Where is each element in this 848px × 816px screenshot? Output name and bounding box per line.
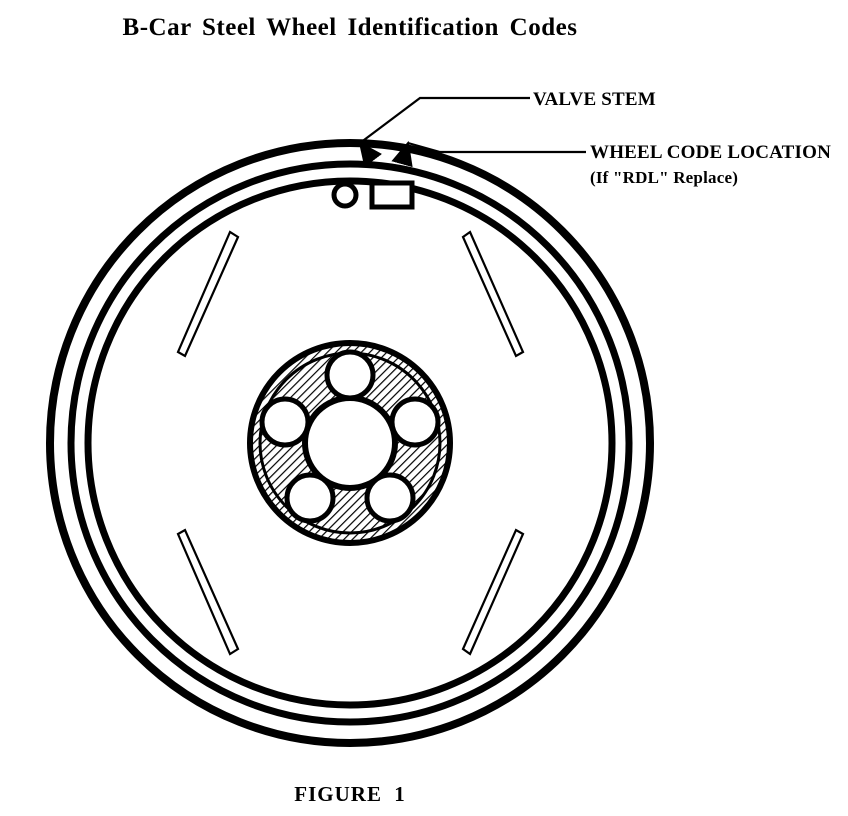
- figure-caption: FIGURE 1: [294, 782, 406, 806]
- lug-hole: [262, 399, 308, 445]
- lug-hole: [392, 399, 438, 445]
- wheel-code-leader: [408, 143, 586, 152]
- page-title: B-Car Steel Wheel Identification Codes: [122, 14, 578, 41]
- callout-wheel-code-location: WHEEL CODE LOCATION: [590, 142, 831, 163]
- lug-hole: [367, 475, 413, 521]
- lug-hole: [327, 352, 373, 398]
- valve-stem-leader: [360, 98, 530, 143]
- valve-stem-hole: [334, 184, 356, 206]
- lug-hole: [287, 475, 333, 521]
- wheel-hub: [250, 343, 450, 543]
- callout-valve-stem: VALVE STEM: [533, 89, 656, 110]
- wheel-code-location-marker: [372, 183, 412, 207]
- callout-wheel-code-note: (If "RDL" Replace): [590, 168, 739, 187]
